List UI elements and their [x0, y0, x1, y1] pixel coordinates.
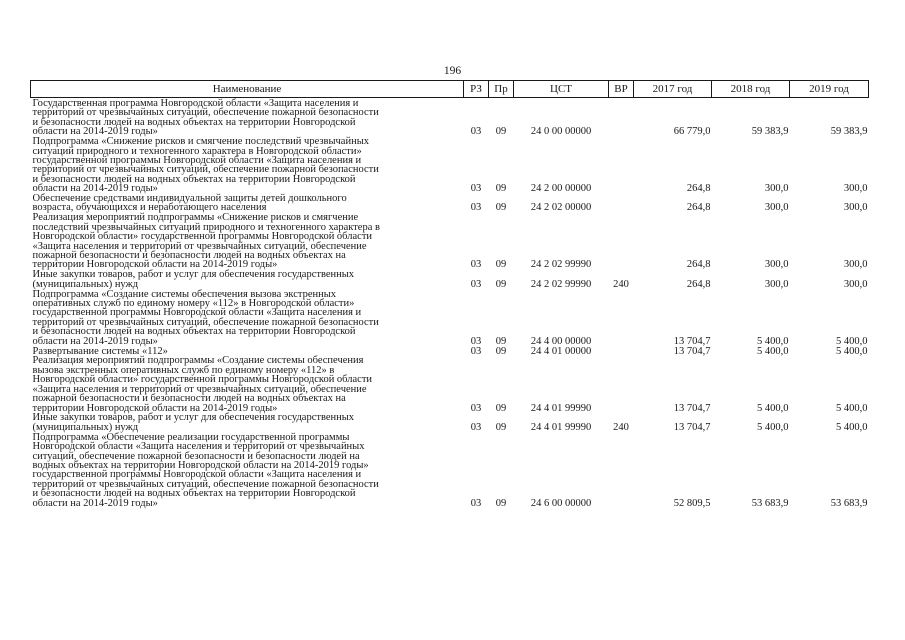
row-name [31, 346, 464, 356]
row-name-line: Подпрограмма «Снижение рисков и смягчение последствий чрезвычайных [32, 136, 370, 148]
table-row [31, 356, 869, 413]
header-vr: ВР [609, 81, 634, 98]
row-name [31, 98, 464, 137]
row-name-line: водных объектах на территории Новгородской области на 2014-2019 годы» [32, 459, 369, 471]
cell-y2018: 300,0 [764, 278, 789, 290]
cell-y2017: 13 704,7 [673, 335, 711, 347]
cell-pr: 09 [495, 202, 507, 214]
row-name [31, 432, 464, 508]
cell-y2018: 300,0 [764, 259, 789, 271]
row-name-line: государственной программы Новгородской области «Защита населения и [32, 469, 362, 481]
cell-y2017: 264,8 [686, 278, 711, 290]
row-name [31, 270, 464, 289]
cell-rz: 03 [470, 202, 482, 214]
row-name-line: территорий от чрезвычайных ситуаций, обеспечение пожарной безопасности [32, 316, 379, 328]
header-2019: 2019 год [790, 81, 869, 98]
row-name-line: «Защита населения и территорий от чрезвычайных ситуаций, обеспечение [32, 240, 367, 252]
row-name-line: (муниципальных) нужд [32, 278, 139, 290]
cell-y2019: 300,0 [843, 259, 868, 271]
table-row [31, 346, 869, 356]
row-name [31, 137, 464, 194]
row-name-line: ситуаций, обеспечение пожарной безопасности и безопасности людей на [32, 450, 360, 462]
cell-vr: 240 [613, 278, 629, 290]
cell-y2017: 66 779,0 [673, 126, 711, 138]
row-name [31, 194, 464, 213]
cell-y2017: 13 704,7 [673, 421, 711, 433]
row-name-line: пожарной безопасности и безопасности людей на водных объектах на [32, 393, 346, 405]
cell-pr: 09 [495, 345, 507, 357]
row-name-line: Реализация мероприятий подпрограммы «Создание системы обеспечения [32, 355, 364, 367]
row-name-line: и безопасности людей на водных объектах на территории Новгородской [32, 116, 356, 128]
cell-vr [609, 137, 634, 194]
cell-y2017: 264,8 [686, 259, 711, 271]
cell-pr: 09 [495, 259, 507, 271]
cell-pr: 09 [495, 183, 507, 195]
cell-vr [609, 346, 634, 356]
row-name-line: территорий от чрезвычайных ситуаций, обеспечение пожарной безопасности [32, 107, 379, 119]
cell-cst: 24 2 00 00000 [530, 183, 592, 195]
row-name-line: территории Новгородской области на 2014-2019 годы» [32, 259, 278, 271]
cell-y2017: 264,8 [686, 183, 711, 195]
row-name-line: Обеспечение средствами индивидуальной защиты детей дошкольного [32, 193, 347, 205]
cell-rz: 03 [470, 259, 482, 271]
row-name-line: Иные закупки товаров, работ и услуг для обеспечения государственных [32, 269, 355, 281]
table-body [31, 98, 869, 508]
cell-pr: 09 [495, 497, 507, 509]
cell-y2019: 53 683,9 [830, 497, 868, 509]
row-name-line: и безопасности людей на водных объектах на территории Новгородской [32, 488, 356, 500]
table-row [31, 98, 869, 137]
cell-y2017: 52 809,5 [673, 497, 711, 509]
row-name-line: последствий чрезвычайных ситуаций природного и техногенного характера в [32, 221, 380, 233]
row-name-line: области на 2014-2019 годы» [32, 497, 158, 509]
header-2017: 2017 год [634, 81, 712, 98]
cell-cst: 24 2 02 00000 [530, 202, 592, 214]
cell-y2019: 5 400,0 [836, 402, 868, 414]
cell-y2018: 300,0 [764, 202, 789, 214]
row-name-line: территорий от чрезвычайных ситуаций, обеспечение пожарной безопасности [32, 164, 379, 176]
table-header-row [31, 81, 869, 98]
row-name-line: области на 2014-2019 годы» [32, 335, 158, 347]
row-name-line: и безопасности людей на водных объектах на территории Новгородской [32, 326, 356, 338]
row-name-line: области на 2014-2019 годы» [32, 126, 158, 138]
cell-vr [609, 356, 634, 413]
cell-y2018: 5 400,0 [757, 335, 789, 347]
cell-rz: 03 [470, 421, 482, 433]
table-row [31, 432, 869, 508]
row-name-line: Иные закупки товаров, работ и услуг для обеспечения государственных [32, 412, 355, 424]
cell-y2019: 300,0 [843, 202, 868, 214]
cell-cst: 24 4 01 99990 [530, 421, 592, 433]
row-name-line: государственной программы Новгородской области «Защита населения и [32, 307, 362, 319]
row-name [31, 356, 464, 413]
cell-y2019: 5 400,0 [836, 345, 868, 357]
header-2018: 2018 год [712, 81, 790, 98]
cell-cst: 24 2 02 99990 [530, 278, 592, 290]
cell-rz: 03 [470, 183, 482, 195]
cell-y2017: 264,8 [686, 202, 711, 214]
cell-rz: 03 [470, 402, 482, 414]
row-name-line: оперативных служб по единому номеру «112» в Новгородской области» [32, 298, 355, 310]
row-name-line: вызова экстренных оперативных служб по единому номеру «112» в [32, 364, 335, 376]
cell-cst: 24 4 01 00000 [530, 345, 592, 357]
row-name-line: пожарной безопасности и безопасности людей на водных объектах на [32, 250, 346, 261]
row-name-line: Подпрограмма «Обеспечение реализации государственной программы [32, 431, 350, 443]
row-name [31, 213, 464, 270]
header-cst: ЦСТ [514, 81, 609, 98]
cell-pr: 09 [495, 278, 507, 290]
table-row [31, 413, 869, 432]
cell-vr [609, 432, 634, 508]
cell-y2019: 300,0 [843, 278, 868, 290]
cell-rz: 03 [470, 497, 482, 509]
budget-table [30, 80, 869, 508]
cell-y2018: 300,0 [764, 183, 789, 195]
table-row [31, 213, 869, 270]
header-pr: Пр [489, 81, 514, 98]
cell-pr: 09 [495, 335, 507, 347]
row-name-line: и безопасности людей на водных объектах на территории Новгородской [32, 173, 356, 185]
header-name: Наименование [31, 81, 464, 98]
cell-y2018: 5 400,0 [757, 345, 789, 357]
row-name-line: Новгородской области «Защита населения и территорий от чрезвычайных [32, 441, 365, 453]
cell-y2019: 59 383,9 [830, 126, 868, 138]
row-name-line: территории Новгородской области на 2014-2019 годы» [32, 402, 278, 414]
cell-y2019: 5 400,0 [836, 335, 868, 347]
cell-pr: 09 [495, 421, 507, 433]
header-rz: РЗ [464, 81, 489, 98]
cell-rz: 03 [470, 278, 482, 290]
cell-y2017: 13 704,7 [673, 345, 711, 357]
cell-vr [609, 289, 634, 346]
row-name-line: ситуаций природного и техногенного характера в Новгородской области» [32, 145, 362, 157]
row-name-line: (муниципальных) нужд [32, 421, 139, 433]
cell-y2019: 300,0 [843, 183, 868, 195]
cell-y2018: 53 683,9 [751, 497, 789, 509]
row-name-line: Новгородской области» государственной программы Новгородской области [32, 374, 373, 386]
row-name-line: Новгородской области» государственной программы Новгородской области [32, 231, 373, 243]
row-name [31, 289, 464, 346]
page-number: 196 [443, 65, 462, 77]
cell-y2018: 59 383,9 [751, 126, 789, 138]
cell-rz: 03 [470, 345, 482, 357]
row-name-line: Реализация мероприятий подпрограммы «Снижение рисков и смягчение [32, 212, 359, 224]
cell-pr: 09 [495, 126, 507, 138]
cell-cst: 24 6 00 00000 [530, 497, 592, 509]
table-row [31, 289, 869, 346]
row-name [31, 413, 464, 432]
row-name-line: Развертывание системы «112» [32, 345, 168, 357]
row-name-line: государственной программы Новгородской области «Защита населения и [32, 154, 362, 166]
row-name-line: Подпрограмма «Создание системы обеспечения вызова экстренных [32, 288, 337, 300]
cell-cst: 24 4 00 00000 [530, 335, 592, 347]
cell-cst: 24 0 00 00000 [530, 126, 592, 138]
cell-y2018: 5 400,0 [757, 421, 789, 433]
table-row [31, 137, 869, 194]
row-name-line: территорий от чрезвычайных ситуаций, обеспечение пожарной безопасности [32, 478, 379, 490]
cell-rz: 03 [470, 126, 482, 138]
cell-rz: 03 [470, 335, 482, 347]
row-name-line: области на 2014-2019 годы» [32, 183, 158, 195]
cell-vr [609, 194, 634, 213]
cell-vr [609, 213, 634, 270]
cell-vr: 240 [613, 421, 629, 433]
table-row [31, 194, 869, 213]
table-row [31, 270, 869, 289]
cell-pr: 09 [495, 402, 507, 414]
cell-y2017: 13 704,7 [673, 402, 711, 414]
row-name-line: Государственная программа Новгородской области «Защита населения и [32, 98, 359, 109]
cell-vr [609, 98, 634, 137]
cell-cst: 24 4 01 99990 [530, 402, 592, 414]
cell-cst: 24 2 02 99990 [530, 259, 592, 271]
row-name-line: «Защита населения и территорий от чрезвычайных ситуаций, обеспечение [32, 383, 367, 395]
row-name-line: возраста, обучающихся и неработающего населения [32, 202, 267, 214]
cell-y2018: 5 400,0 [757, 402, 789, 414]
cell-y2019: 5 400,0 [836, 421, 868, 433]
